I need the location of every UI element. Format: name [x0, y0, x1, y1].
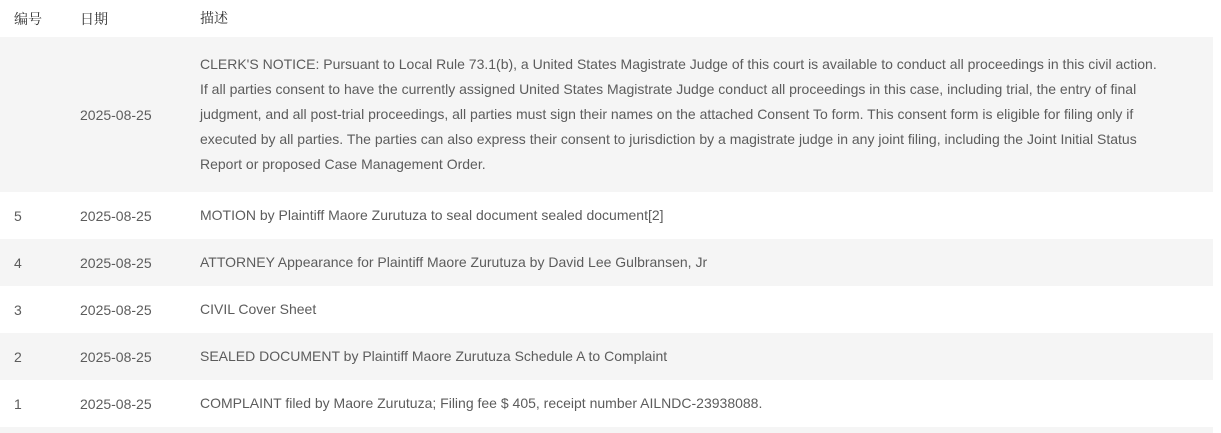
column-header-date: 日期 — [80, 10, 108, 27]
cell-number: 2 — [14, 348, 22, 365]
cell-date: 2025-08-25 — [80, 106, 152, 123]
table-row — [0, 37, 1213, 192]
cell-description: SEALED DOCUMENT by Plaintiff Maore Zurutuza Schedule A to Complaint — [200, 348, 668, 364]
table-row — [0, 192, 1213, 239]
cell-description: ATTORNEY Appearance for Plaintiff Maore Zurutuza by David Lee Gulbransen, Jr — [200, 254, 708, 270]
cell-date: 2025-08-25 — [80, 301, 152, 318]
cell-number: 1 — [14, 395, 22, 412]
cell-date: 2025-08-25 — [80, 254, 152, 271]
cell-description: COMPLAINT filed by Maore Zurutuza; Filing fee $ 405, receipt number AILNDC-23938088. — [200, 395, 763, 411]
table-row — [0, 380, 1213, 427]
cell-date: 2025-08-25 — [80, 395, 152, 412]
column-header-description: 描述 — [200, 10, 228, 26]
cell-description: CLERK'S NOTICE: Pursuant to Local Rule 73.1(b), a United States Magistrate Judge of this court is available to conduct all proceedings in this civil action. If all parties consent to have the currently assigned United States Magistrate Judge conduct all proceedings in this case, including trial, the entry of final judgment, and all post-trial proceedings, all parties must sign their names on the attached Consent To form. This consent form is eligible for filing only if executed by all parties. The parties can also express their consent to jurisdiction by a magistrate judge in any joint filing, including the Joint Initial Status Report or proposed Case Management Order. — [200, 56, 1157, 172]
cell-date: 2025-08-25 — [80, 348, 152, 365]
table-header-row — [0, 0, 1213, 37]
next-row-partial — [0, 427, 1213, 433]
table-row — [0, 286, 1213, 333]
cell-date: 2025-08-25 — [80, 207, 152, 224]
table-row — [0, 333, 1213, 380]
cell-number: 3 — [14, 301, 22, 318]
table-body — [0, 37, 1213, 427]
cell-description: MOTION by Plaintiff Maore Zurutuza to seal document sealed document[2] — [200, 207, 664, 223]
cell-description: CIVIL Cover Sheet — [200, 301, 317, 317]
column-header-number: 编号 — [14, 10, 42, 27]
table-row — [0, 239, 1213, 286]
cell-number: 5 — [14, 207, 22, 224]
cell-number: 4 — [14, 254, 22, 271]
